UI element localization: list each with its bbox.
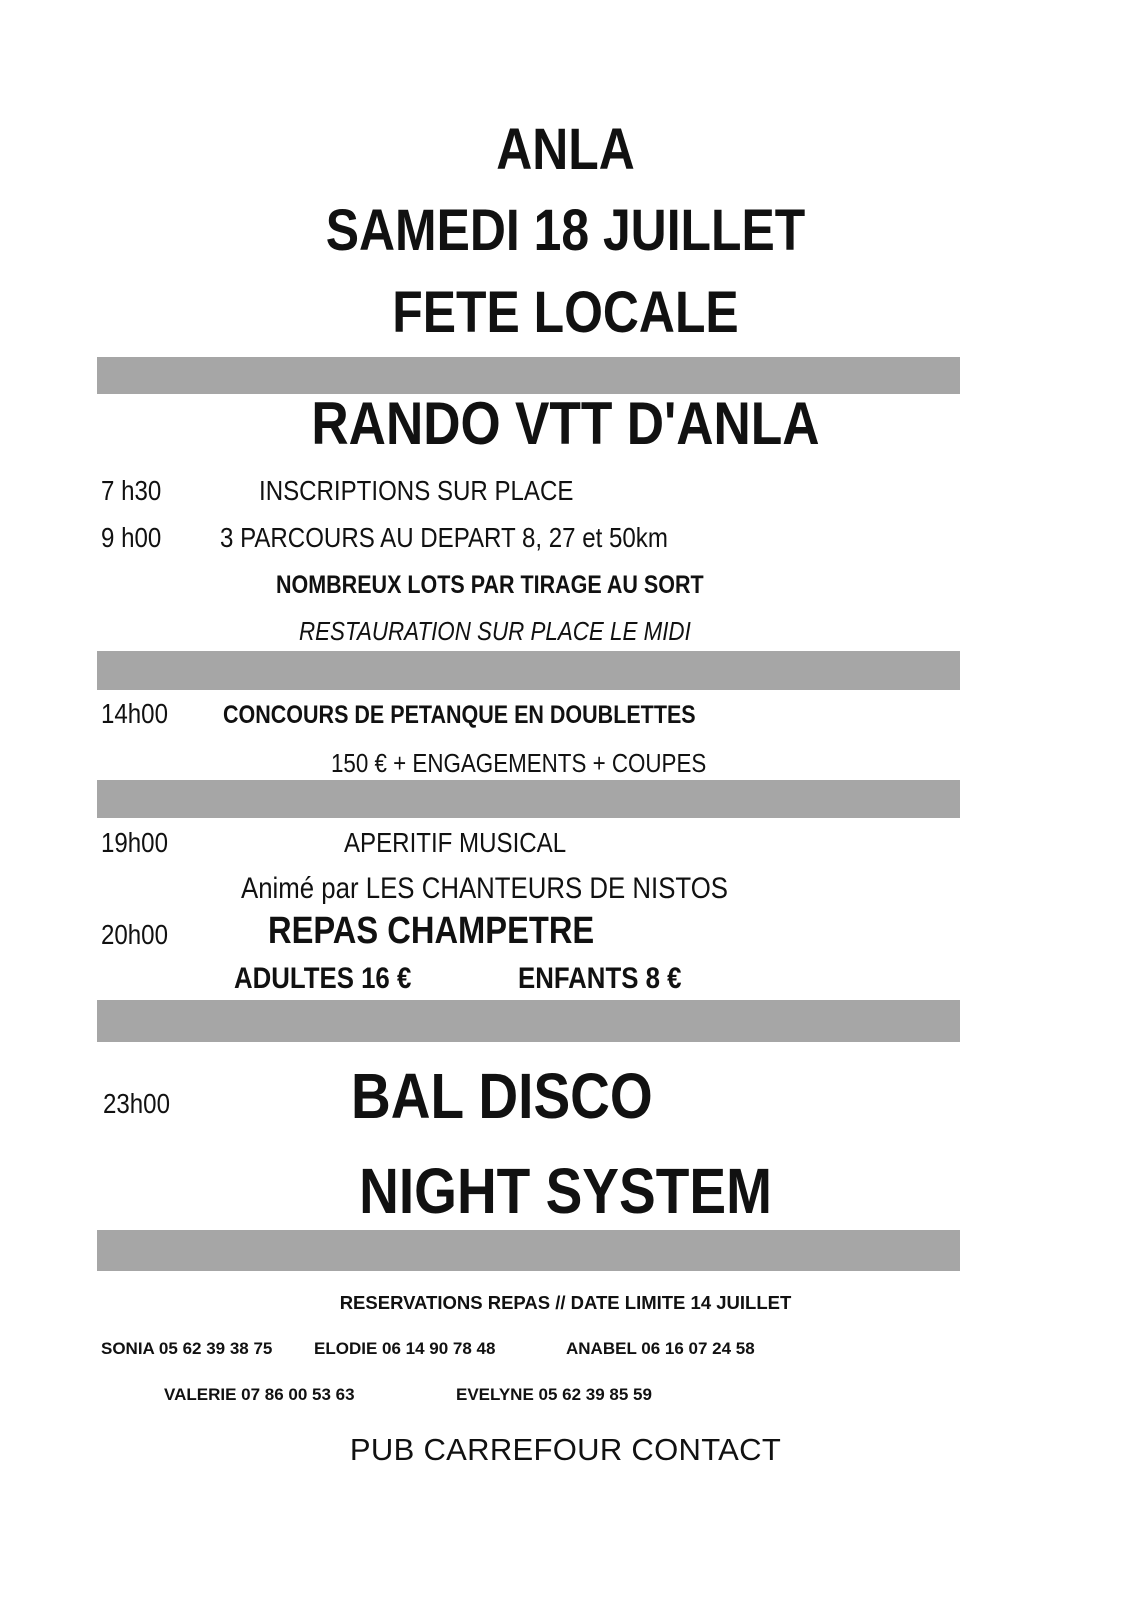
event-date: SAMEDI 18 JUILLET xyxy=(325,198,806,263)
rando-text-1: INSCRIPTIONS SUR PLACE xyxy=(259,475,574,506)
rando-lots: NOMBREUX LOTS PAR TIRAGE AU SORT xyxy=(276,571,704,599)
contact-sonia: SONIA 05 62 39 38 75 xyxy=(101,1339,273,1358)
contact-evelyne: EVELYNE 05 62 39 85 59 xyxy=(456,1385,652,1404)
rando-title: RANDO VTT D'ANLA xyxy=(311,390,820,457)
reservations-heading: RESERVATIONS REPAS // DATE LIMITE 14 JUILLET xyxy=(339,1292,792,1313)
separator-bar xyxy=(97,1230,960,1271)
rando-restauration: RESTAURATION SUR PLACE LE MIDI xyxy=(299,616,691,646)
apero-time: 19h00 xyxy=(101,827,168,858)
bal-subtitle: NIGHT SYSTEM xyxy=(359,1155,772,1227)
separator-bar xyxy=(97,780,960,818)
petanque-prizes: 150 € + ENGAGEMENTS + COUPES xyxy=(331,748,707,778)
village-name: ANLA xyxy=(496,117,635,182)
contact-elodie: ELODIE 06 14 90 78 48 xyxy=(314,1339,496,1358)
apero-detail: Animé par LES CHANTEURS DE NISTOS xyxy=(241,872,728,905)
apero-title: APERITIF MUSICAL xyxy=(344,827,567,858)
repas-title: REPAS CHAMPETRE xyxy=(268,910,595,952)
separator-bar xyxy=(97,1000,960,1042)
petanque-title: CONCOURS DE PETANQUE EN DOUBLETTES xyxy=(223,701,696,729)
sponsor-line: PUB CARREFOUR CONTACT xyxy=(349,1432,782,1467)
price-adults: ADULTES 16 € xyxy=(234,962,412,995)
separator-bar xyxy=(97,651,960,690)
contact-anabel: ANABEL 06 16 07 24 58 xyxy=(566,1339,755,1358)
rando-text-2: 3 PARCOURS AU DEPART 8, 27 et 50km xyxy=(220,522,668,553)
petanque-time: 14h00 xyxy=(101,698,168,729)
rando-time-2: 9 h00 xyxy=(101,522,162,553)
event-title: FETE LOCALE xyxy=(392,280,739,345)
rando-time-1: 7 h30 xyxy=(101,475,162,506)
contact-valerie: VALERIE 07 86 00 53 63 xyxy=(164,1385,355,1404)
bal-title: BAL DISCO xyxy=(351,1060,653,1132)
price-children: ENFANTS 8 € xyxy=(518,962,682,995)
bal-time: 23h00 xyxy=(103,1088,170,1119)
repas-time: 20h00 xyxy=(101,919,168,950)
